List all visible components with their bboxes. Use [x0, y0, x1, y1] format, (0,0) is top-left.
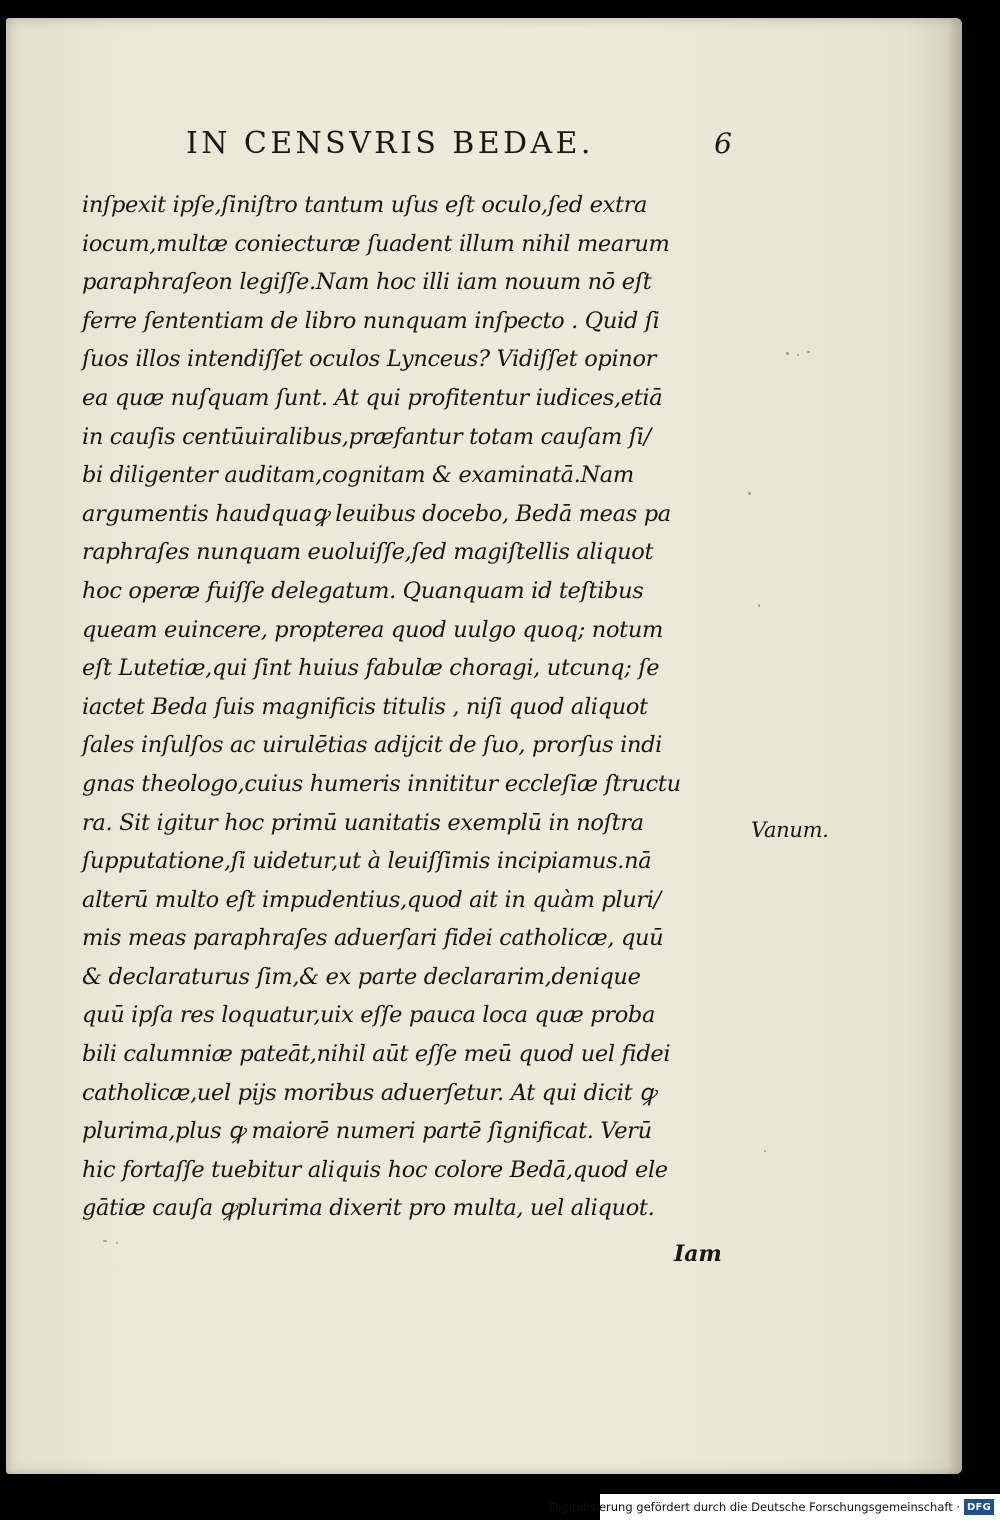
- paper-speck: [797, 354, 799, 356]
- text-line: gātiæ cauſa ꝙplurima dixerit pro multa, uel aliquot.: [82, 1195, 655, 1222]
- text-line: argumentis haudquaꝙ leuibus docebo, Bedā meas pa: [82, 500, 671, 527]
- paper-speck: [758, 604, 760, 607]
- text-line: ſuos illos intendiſſet oculos Lynceus? Vidiſſet opinor: [82, 346, 657, 373]
- text-line: bi diligenter auditam,cognitam & examinatā.Nam: [82, 462, 634, 489]
- text-line: ſales inſulſos ac uirulētias adijcit de ſuo, prorſus indi: [82, 732, 663, 759]
- text-line: queam euincere, propterea quod uulgo quoq; notum: [82, 616, 663, 643]
- text-line: ea quæ nuſquam ſunt. At qui profitentur iudices,etiā: [82, 384, 663, 411]
- catchword: Iam: [674, 1241, 722, 1267]
- text-line: hoc operæ fuiſſe delegatum. Quanquam id teſtibus: [82, 577, 644, 604]
- paper-speck: [748, 492, 751, 495]
- text-line: eſt Lutetiæ,qui ſint huius fabulæ choragi, utcunq; ſe: [82, 655, 660, 682]
- text-line: mis meas paraphraſes aduerſari fidei catholicæ, quū: [82, 925, 664, 952]
- paper-speck: [807, 351, 810, 353]
- digitization-credit-bar: [549, 1494, 1000, 1520]
- page-header: [186, 122, 746, 166]
- text-line: iactet Beda ſuis magnificis titulis , niſi quod aliquot: [82, 693, 648, 720]
- paper-speck: [116, 1242, 118, 1244]
- page-number: 6: [714, 127, 732, 160]
- text-line: ſupputatione,ſi uidetur,ut à leuiſſimis incipiamus.nā: [82, 848, 652, 875]
- marginal-note: Vanum.: [751, 818, 829, 842]
- dfg-logo-icon: DFG: [964, 1499, 994, 1515]
- paper-speck: [103, 1240, 107, 1242]
- text-line: quū ipſa res loquatur,uix eſſe pauca loca quæ proba: [82, 1002, 656, 1029]
- text-line: inſpexit ipſe,ſiniſtro tantum uſus eſt oculo,ſed extra: [82, 192, 648, 218]
- book-page: [6, 18, 962, 1474]
- text-line: bili calumniæ pateāt,nihil aūt eſſe meū quod uel fidei: [82, 1041, 671, 1068]
- text-line: & declaraturus ſim,& ex parte declararim,denique: [82, 963, 641, 990]
- paper-speck: [764, 1150, 766, 1152]
- text-line: plurima,plus ꝙ maiorē numeri partē ſignificat. Verū: [82, 1118, 652, 1145]
- text-line: alterū multo eſt impudentius,quod ait in quàm pluri/: [82, 886, 661, 913]
- text-line: catholicæ,uel pijs moribus aduerſetur. At qui dicit ꝙ: [82, 1079, 656, 1106]
- text-line: raphraſes nunquam euoluiſſe,ſed magiſtellis aliquot: [82, 539, 654, 566]
- paper-speck: [786, 352, 789, 355]
- text-line: gnas theologo,cuius humeris innititur eccleſiæ ſtructu: [82, 770, 681, 797]
- text-line: in cauſis centūuiralibus,præfantur totam cauſam ſi/: [82, 423, 651, 450]
- text-line: iocum,multæ coniecturæ ſuadent illum nihil mearum: [82, 230, 670, 257]
- body-text: [82, 186, 742, 1228]
- text-line: ferre ſententiam de libro nunquam inſpecto . Quid ſi: [82, 307, 660, 334]
- digitization-credit: Digitalisierung gefördert durch die Deutsche Forschungsgemeinschaft ·: [549, 1500, 961, 1514]
- running-head: IN CENSVRIS BEDAE.: [186, 126, 594, 161]
- text-line: ra. Sit igitur hoc primū uanitatis exemplū in noſtra: [82, 809, 644, 836]
- page-edge-shadow: [948, 18, 962, 1474]
- text-line: paraphraſeon legiſſe.Nam hoc illi iam nouum nō eſt: [82, 269, 652, 296]
- text-line: hic fortaſſe tuebitur aliquis hoc colore Bedā,quod ele: [82, 1156, 668, 1183]
